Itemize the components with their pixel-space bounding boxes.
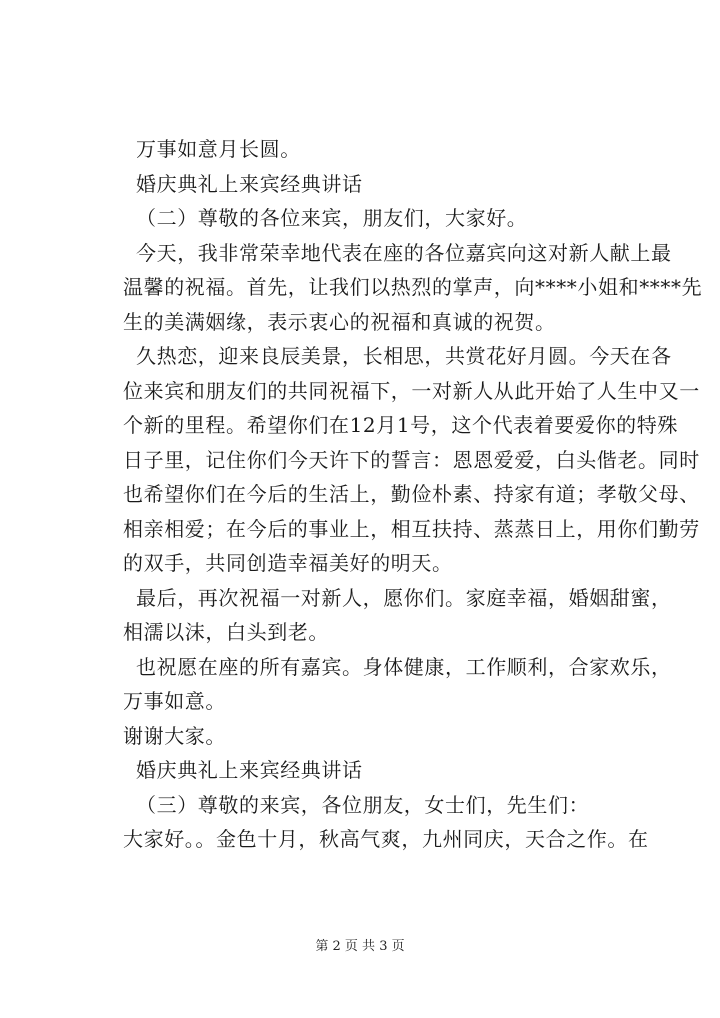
speech-heading: 婚庆典礼上来宾经典讲话 [136, 171, 363, 196]
text-line: 万事如意。 [123, 689, 226, 713]
speech-heading: 婚庆典礼上来宾经典讲话 [136, 758, 363, 782]
text-line: 位来宾和朋友们的共同祝福下，一对新人从此开始了人生中又一 [123, 378, 700, 403]
text-line: 的双手，共同创造幸福美好的明天。 [123, 551, 453, 575]
text-line: （二）尊敬的各位来宾，朋友们，大家好。 [136, 206, 528, 230]
text-line: 温馨的祝福。首先，让我们以热烈的掌声，向****小姐和****先 [123, 275, 703, 299]
page-number-footer: 第 2 页 共 3 页 [315, 939, 405, 954]
text-line: 久热恋，迎来良辰美景，长相思，共赏花好月圆。今天在各 [136, 344, 672, 368]
text-line: 最后，再次祝福一对新人，愿你们。家庭幸福，婚姻甜蜜， [136, 585, 672, 610]
text-line: 相亲相爱；在今后的事业上，相互扶持、蒸蒸日上，用你们勤劳 [123, 516, 700, 541]
text-line: 生的美满姻缘，表示衷心的祝福和真诚的祝贺。 [123, 309, 556, 334]
text-line: 也祝愿在座的所有嘉宾。身体健康，工作顺利，合家欢乐， [136, 654, 672, 679]
text-line: （三）尊敬的来宾，各位朋友，女士们，先生们： [136, 792, 590, 817]
document-body [123, 132, 703, 857]
text-line: 也希望你们在今后的生活上，勤俭朴素、持家有道；孝敬父母、 [123, 482, 700, 506]
text-line: 相濡以沫，白头到老。 [123, 620, 329, 644]
text-line: 万事如意月长圆。 [136, 137, 301, 161]
text-line: 大家好。。金色十月，秋高气爽，九州同庆，天合之作。在 [123, 827, 649, 851]
text-line: 日子里，记住你们今天许下的誓言：恩恩爱爱，白头偕老。同时 [123, 447, 700, 472]
text-line: 谢谢大家。 [123, 723, 226, 748]
text-line: 今天，我非常荣幸地代表在座的各位嘉宾向这对新人献上最 [136, 240, 672, 265]
text-line: 个新的里程。希望你们在12月1号，这个代表着要爱你的特殊 [123, 413, 678, 437]
